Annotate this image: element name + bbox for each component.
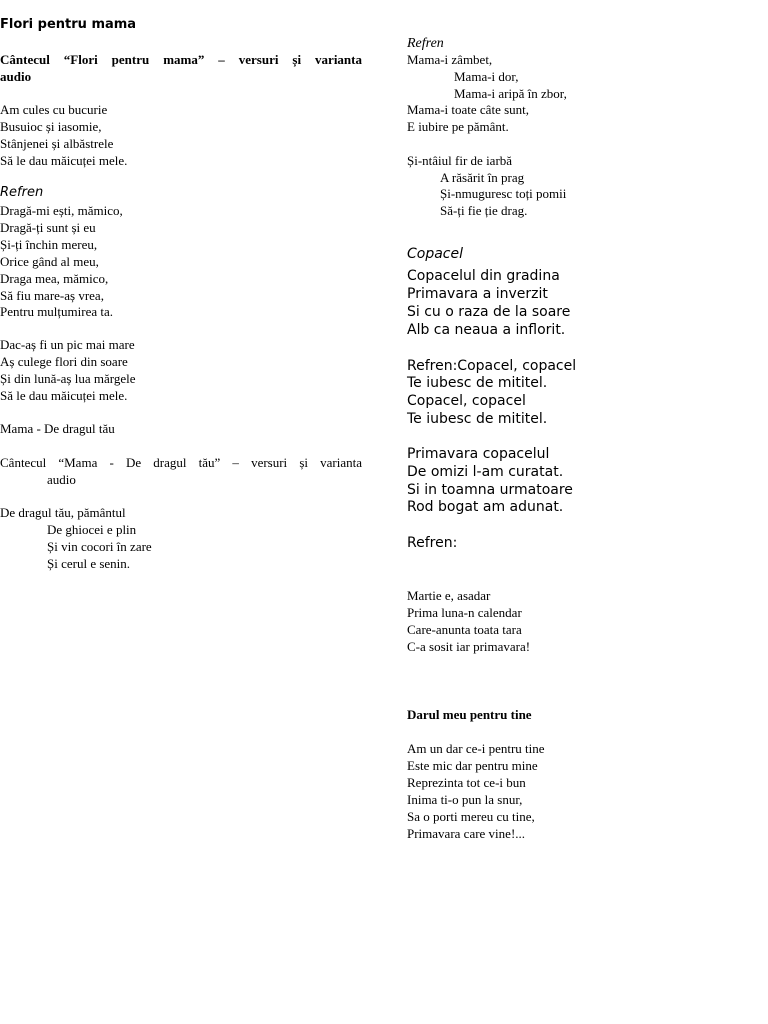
refrain-line: Mama-i zâmbet, bbox=[407, 52, 493, 67]
refrain-line: Te iubesc de mititel. bbox=[407, 375, 548, 391]
refrain-line: Dragă-mi ești, mămico, bbox=[0, 203, 123, 218]
verse-line: Prima luna-n calendar bbox=[407, 605, 522, 620]
refrain-line: Dragă-ți sunt și eu bbox=[0, 220, 96, 235]
song2-heading-cont: audio bbox=[47, 472, 76, 487]
verse-line: De omizi l-am curatat. bbox=[407, 464, 564, 480]
refrain-line: Mama-i dor, bbox=[454, 69, 519, 84]
refrain-label: Refren bbox=[407, 36, 444, 51]
verse-line: De dragul tău, pământul bbox=[0, 505, 126, 520]
song2-heading: Cântecul “Mama - De dragul tău” – versuri și varianta bbox=[0, 455, 362, 470]
refrain-line: Și-ți închin mereu, bbox=[0, 237, 98, 252]
verse-line: Copacelul din gradina bbox=[407, 268, 560, 284]
verse-line: Alb ca neaua a inflorit. bbox=[407, 322, 566, 338]
refrain-line: Te iubesc de mititel. bbox=[407, 411, 548, 427]
verse-line: Stânjenei și albăstrele bbox=[0, 136, 114, 151]
refrain-line: E iubire pe pământ. bbox=[407, 119, 509, 134]
refrain-line: Pentru mulțumirea ta. bbox=[0, 304, 114, 319]
page-title: Flori pentru mama bbox=[0, 17, 137, 32]
verse-line: Reprezinta tot ce-i bun bbox=[407, 775, 526, 790]
refrain-label: Refren: bbox=[407, 535, 458, 551]
refrain-line: Copacel, copacel bbox=[407, 393, 526, 409]
verse-line: Primavara care vine!... bbox=[407, 826, 526, 841]
darul-title: Darul meu pentru tine bbox=[407, 707, 532, 722]
verse-line: Am un dar ce-i pentru tine bbox=[407, 741, 545, 756]
song1-heading: Cântecul “Flori pentru mama” – versuri și varianta bbox=[0, 52, 362, 67]
verse-line: C-a sosit iar primavara! bbox=[407, 639, 531, 654]
copacel-title: Copacel bbox=[407, 246, 464, 262]
verse-line: Busuioc și iasomie, bbox=[0, 119, 102, 134]
verse-line: Și-nmuguresc toți pomii bbox=[440, 186, 567, 201]
verse-line: Care-anunta toata tara bbox=[407, 622, 522, 637]
verse-line: Inima ti-o pun la snur, bbox=[407, 792, 523, 807]
verse-line: Rod bogat am adunat. bbox=[407, 499, 564, 515]
verse-line: Să-ți fie ție drag. bbox=[440, 203, 528, 218]
verse-line: Și-ntâiul fir de iarbă bbox=[407, 153, 513, 168]
verse-line: Si in toamna urmatoare bbox=[407, 482, 573, 498]
verse-line: Martie e, asadar bbox=[407, 588, 491, 603]
refrain-label: Refren bbox=[0, 185, 44, 200]
song2-title: Mama - De dragul tău bbox=[0, 421, 115, 436]
verse-line: De ghiocei e plin bbox=[47, 522, 137, 537]
refrain-line: Mama-i aripă în zbor, bbox=[454, 86, 567, 101]
verse-line: Am cules cu bucurie bbox=[0, 102, 108, 117]
song1-heading-cont: audio bbox=[0, 69, 32, 84]
verse-line: A răsărit în prag bbox=[440, 170, 525, 185]
verse-line: Aș culege flori din soare bbox=[0, 354, 128, 369]
verse-line: Și cerul e senin. bbox=[47, 556, 131, 571]
verse-line: Este mic dar pentru mine bbox=[407, 758, 538, 773]
verse-line: Primavara copacelul bbox=[407, 446, 550, 462]
verse-line: Și vin cocori în zare bbox=[47, 539, 152, 554]
refrain-line: Să fiu mare-aș vrea, bbox=[0, 288, 104, 303]
refrain-line: Orice gând al meu, bbox=[0, 254, 99, 269]
verse-line: Să le dau măicuței mele. bbox=[0, 153, 128, 168]
verse-line: Si cu o raza de la soare bbox=[407, 304, 571, 320]
refrain-line: Mama-i toate câte sunt, bbox=[407, 102, 530, 117]
refrain-line: Refren:Copacel, copacel bbox=[407, 358, 577, 374]
verse-line: Să le dau măicuței mele. bbox=[0, 388, 128, 403]
refrain-line: Draga mea, mămico, bbox=[0, 271, 109, 286]
verse-line: Și din lună-aș lua mărgele bbox=[0, 371, 136, 386]
verse-line: Sa o porti mereu cu tine, bbox=[407, 809, 535, 824]
verse-line: Dac-aș fi un pic mai mare bbox=[0, 337, 135, 352]
verse-line: Primavara a inverzit bbox=[407, 286, 548, 302]
